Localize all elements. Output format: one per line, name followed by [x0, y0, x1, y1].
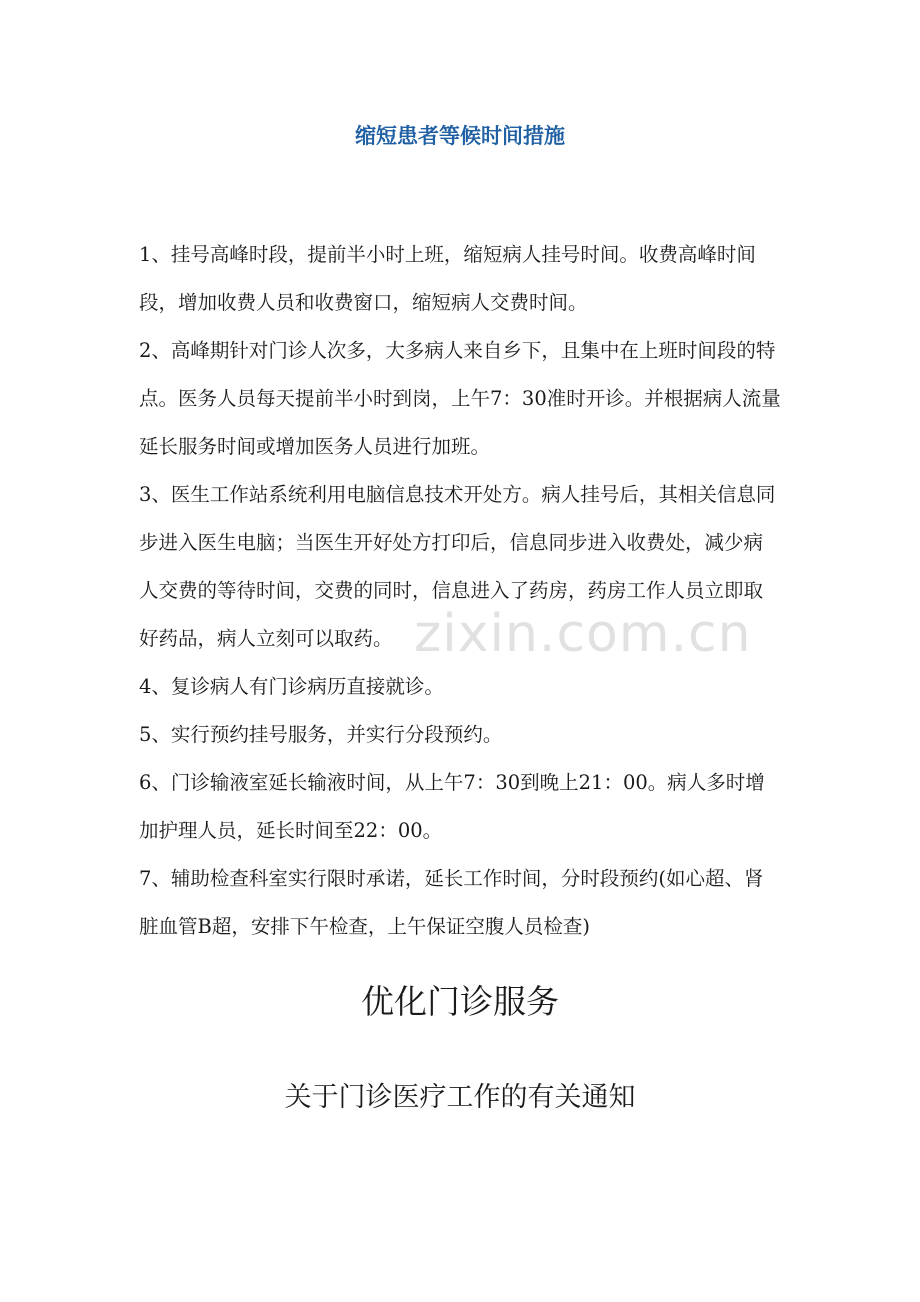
section-heading: 优化门诊服务 — [361, 982, 559, 1021]
watermark-text: zixin.com.cn — [414, 604, 752, 664]
measures-list — [139, 231, 781, 951]
measure-item-1: 1、挂号高峰时段，提前半小时上班，缩短病人挂号时间。收费高峰时间段，增加收费人员和收费窗口，缩短病人交费时间。 — [139, 243, 756, 314]
measure-item-7: 7、辅助检查科室实行限时承诺，延长工作时间，分时段预约(如心超、肾脏血管B超，安排下午检查，上午保证空腹人员检查) — [139, 867, 764, 938]
measure-item-5: 5、实行预约挂号服务，并实行分段预约。 — [139, 723, 503, 746]
measure-item-6: 6、门诊输液室延长输液时间，从上午7：30到晚上21：00。病人多时增加护理人员，延长时间至22：00。 — [139, 771, 765, 842]
measure-item-2: 2、高峰期针对门诊人次多，大多病人来自乡下，且集中在上班时间段的特点。医务人员每天提前半小时到岗，上午7：30准时开诊。并根据病人流量延长服务时间或增加医务人员进行加班。 — [139, 339, 781, 458]
document-title: 缩短患者等候时间措施 — [355, 124, 565, 148]
measure-item-3: 3、医生工作站系统利用电脑信息技术开处方。病人挂号后，其相关信息同步进入医生电脑；当医生开好处方打印后，信息同步进入收费处，减少病人交费的等待时间，交费的同时，信息进入了药房，药房工作人员立即取好药品，病人立刻可以取药。 — [139, 483, 776, 650]
section-subheading: 关于门诊医疗工作的有关通知 — [284, 1082, 636, 1113]
measure-item-4: 4、复诊病人有门诊病历直接就诊。 — [139, 675, 444, 698]
